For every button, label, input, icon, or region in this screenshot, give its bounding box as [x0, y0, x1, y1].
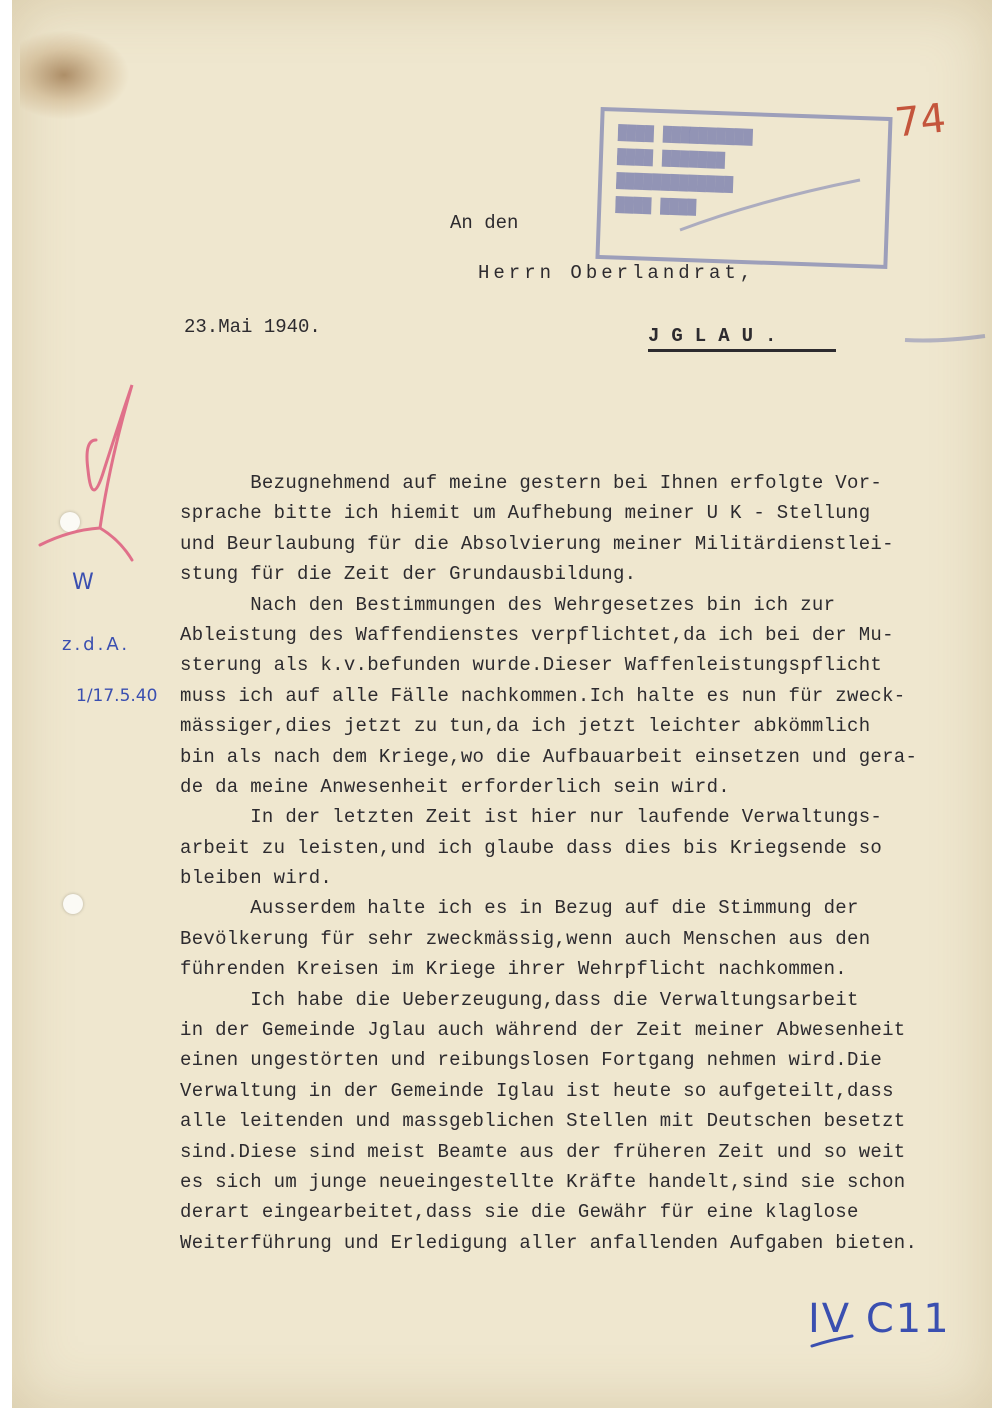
body-line: führenden Kreisen im Kriege ihrer Wehrpflicht nachkommen. — [180, 958, 848, 981]
body-line: es sich um junge neueingestellte Kräfte handelt,sind sie schon — [180, 1170, 906, 1193]
body-line: und Beurlaubung für die Absolvierung meiner Militärdienstlei- — [180, 532, 894, 555]
recipient-line-2: Herrn Oberlandrat, — [478, 262, 756, 284]
body-line: sterung als k.v.befunden wurde.Dieser Waffenleistungspflicht — [180, 654, 883, 677]
body-line: Ausserdem halte ich es in Bezug auf die Stimmung der — [180, 897, 859, 920]
body-line: sind.Diese sind meist Beamte aus der früheren Zeit und so weit — [180, 1140, 906, 1163]
margin-date-note: 1/17.5.40 — [76, 686, 158, 706]
punch-hole-bottom — [63, 894, 83, 914]
stamp-line: ████ ████ — [615, 196, 697, 217]
stamp-line: █████████████ — [615, 172, 734, 194]
letter-body — [180, 468, 960, 1258]
body-line: sprache bitte ich hiemit um Aufhebung meiner U K - Stellung — [180, 502, 871, 525]
stamp-line: ████ ██████████ — [617, 124, 754, 147]
body-line: arbeit zu leisten,und ich glaube dass dies bis Kriegsende so — [180, 836, 883, 859]
body-line: muss ich auf alle Fälle nachkommen.Ich halte es nun für zweck- — [180, 684, 906, 707]
body-line: In der letzten Zeit ist hier nur laufende Verwaltungs- — [180, 806, 883, 829]
body-line: bin als nach dem Kriege,wo die Aufbauarbeit einsetzen und gera- — [180, 745, 918, 768]
body-line: bleiben wird. — [180, 867, 333, 890]
body-line: Ableistung des Waffendienstes verpflichtet,da ich bei der Mu- — [180, 623, 894, 646]
recipient-line-1: An den — [450, 212, 519, 234]
body-line: in der Gemeinde Jglau auch während der Zeit meiner Abwesenheit — [180, 1019, 906, 1042]
recipient-city: JGLAU. — [648, 325, 789, 347]
body-line: Verwaltung in der Gemeinde Iglau ist heute so aufgeteilt,dass — [180, 1079, 894, 1102]
body-line: de da meine Anwesenheit erforderlich sein wird. — [180, 775, 730, 798]
received-stamp — [595, 107, 892, 269]
stamp-line: ████ ███████ — [616, 148, 726, 170]
body-line: einen ungestörten und reibungslosen Fortgang nehmen wird.Die — [180, 1049, 883, 1072]
body-line: derart eingearbeitet,dass sie die Gewähr für eine klaglose — [180, 1201, 859, 1224]
folio-number: 74 — [892, 95, 949, 147]
city-underline — [648, 349, 836, 352]
body-line: Nach den Bestimmungen des Wehrgesetzes bin ich zur — [180, 593, 836, 616]
body-line: Ich habe die Ueberzeugung,dass die Verwaltungsarbeit — [180, 988, 859, 1011]
body-line: stung für die Zeit der Grundausbildung. — [180, 563, 637, 586]
body-line: Bezugnehmend auf meine gestern bei Ihnen erfolgte Vor- — [180, 472, 883, 494]
letter-date: 23.Mai 1940. — [184, 316, 321, 338]
body-line: alle leitenden und massgeblichen Stellen mit Deutschen besetzt — [180, 1110, 906, 1133]
punch-hole-top — [60, 512, 80, 532]
margin-note: z.d.A. — [62, 634, 131, 655]
body-line: mässiger,dies jetzt zu tun,da ich jetzt leichter abkömmlich — [180, 715, 871, 738]
bottom-file-mark: IV C11 — [808, 1296, 951, 1342]
body-line: Bevölkerung für sehr zweckmässig,wenn auch Menschen aus den — [180, 927, 871, 950]
body-line: Weiterführung und Erledigung aller anfallenden Aufgaben bieten. — [180, 1231, 918, 1254]
margin-initial: W — [72, 570, 94, 595]
